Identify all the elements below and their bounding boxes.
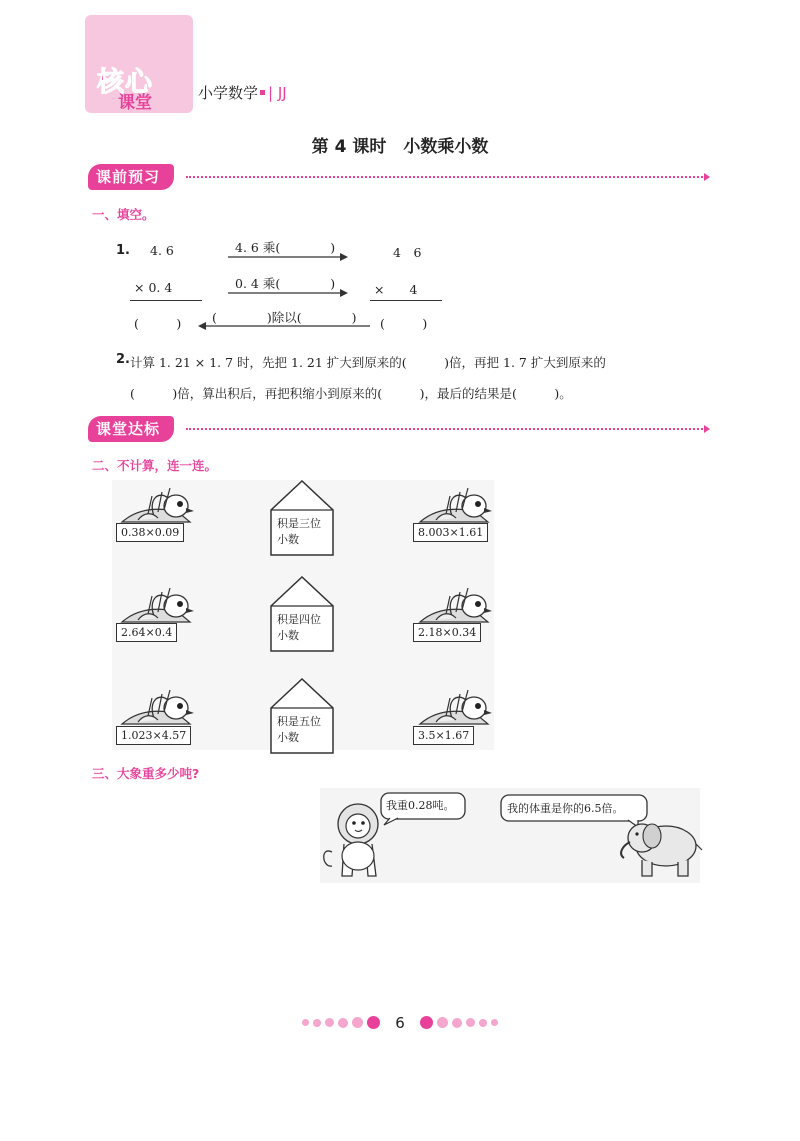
bird-icon xyxy=(118,582,198,624)
dot-icon xyxy=(491,1019,498,1026)
house-label-line2: 小数 xyxy=(277,731,299,744)
bird-icon xyxy=(118,482,198,524)
arrow-left-icon xyxy=(198,321,370,331)
expression-card[interactable]: 2.18×0.34 xyxy=(413,623,481,642)
expression-card[interactable]: 3.5×1.67 xyxy=(413,726,474,745)
book-subject xyxy=(198,82,287,103)
dot-icon xyxy=(367,1016,380,1029)
bird-icon xyxy=(118,684,198,726)
house-label-line1: 积是四位 xyxy=(277,613,321,626)
house-label-line1: 积是五位 xyxy=(277,715,321,728)
banner-dotted-line xyxy=(186,176,706,178)
dot-icon xyxy=(420,1016,433,1029)
dot-icon xyxy=(352,1017,363,1028)
house-label[interactable] xyxy=(277,714,321,746)
banner-dotted-line xyxy=(186,428,706,430)
right-multiplicand: 4 6 xyxy=(393,245,422,260)
arrow-label-1: 4. 6 乘( ) xyxy=(235,240,336,255)
dot-icon xyxy=(466,1018,475,1027)
left-multiplicand: 4. 6 xyxy=(150,243,174,258)
question-2-heading: 二、不计算，连一连。 xyxy=(92,458,218,473)
bird-icon xyxy=(416,684,496,726)
expression-card[interactable]: 8.003×1.61 xyxy=(413,523,488,542)
page-footer xyxy=(0,1012,800,1032)
dot-icon xyxy=(479,1019,487,1027)
section-banner-preview: 课前预习 xyxy=(88,164,174,190)
dot-icon xyxy=(302,1019,309,1026)
dot-icon xyxy=(452,1018,462,1028)
arrow-right-icon xyxy=(704,425,710,433)
left-product-line xyxy=(130,300,202,301)
left-multiplier: × 0. 4 xyxy=(134,280,173,295)
item-number: 1. xyxy=(116,243,130,258)
dot-icon xyxy=(313,1019,321,1027)
expression-card[interactable]: 1.023×4.57 xyxy=(116,726,191,745)
house-label-line2: 小数 xyxy=(277,533,299,546)
right-multiplier: × 4 xyxy=(374,282,418,297)
right-product-blank: ( ) xyxy=(380,316,428,331)
arrow-label-2: 0. 4 乘( ) xyxy=(235,276,336,291)
bird-icon xyxy=(416,482,496,524)
elephant-speech-text: 我的体重是你的6.5倍。 xyxy=(507,802,624,815)
separator-square-icon xyxy=(260,90,265,95)
logo-text-main: 核心 xyxy=(97,67,153,98)
item-number: 2. xyxy=(116,352,130,367)
house-label-line1: 积是三位 xyxy=(277,517,321,530)
expression-card[interactable]: 2.64×0.4 xyxy=(116,623,177,642)
section-banner-practice: 课堂达标 xyxy=(88,416,174,442)
right-product-line xyxy=(370,300,442,301)
house-label[interactable] xyxy=(277,516,321,548)
dot-icon xyxy=(437,1017,448,1028)
arrow-right-icon xyxy=(228,252,348,262)
elephant-icon xyxy=(612,816,704,880)
arrow-label-3: ( )除以( ) xyxy=(212,310,357,325)
page-number: 6 xyxy=(395,1013,405,1032)
bird-icon xyxy=(416,582,496,624)
lion-speech-text: 我重0.28吨。 xyxy=(386,799,455,812)
lesson-title: 第 4 课时 小数乘小数 xyxy=(311,137,489,157)
edition-label: JJ xyxy=(277,84,287,102)
arrow-right-icon xyxy=(704,173,710,181)
question-3-heading: 三、大象重多少吨? xyxy=(92,766,200,781)
logo-text-sub: 课堂 xyxy=(118,93,152,113)
arrow-right-icon xyxy=(228,288,348,298)
question-1-heading: 一、填空。 xyxy=(92,207,155,222)
left-product-blank: ( ) xyxy=(134,316,182,331)
item2-text-line2: ( )倍，算出积后，再把积缩小到原来的( )，最后的结果是( )。 xyxy=(130,386,572,401)
subject-label: 小学数学 xyxy=(198,84,259,102)
dot-icon xyxy=(338,1018,348,1028)
house-label[interactable] xyxy=(277,612,321,644)
house-label-line2: 小数 xyxy=(277,629,299,642)
expression-card[interactable]: 0.38×0.09 xyxy=(116,523,184,542)
separator-bar: | xyxy=(268,84,274,102)
item2-text-line1: 计算 1. 21 × 1. 7 时，先把 1. 21 扩大到原来的( )倍，再把 1. 7 扩大到原来的 xyxy=(130,355,606,370)
dot-icon xyxy=(325,1018,334,1027)
